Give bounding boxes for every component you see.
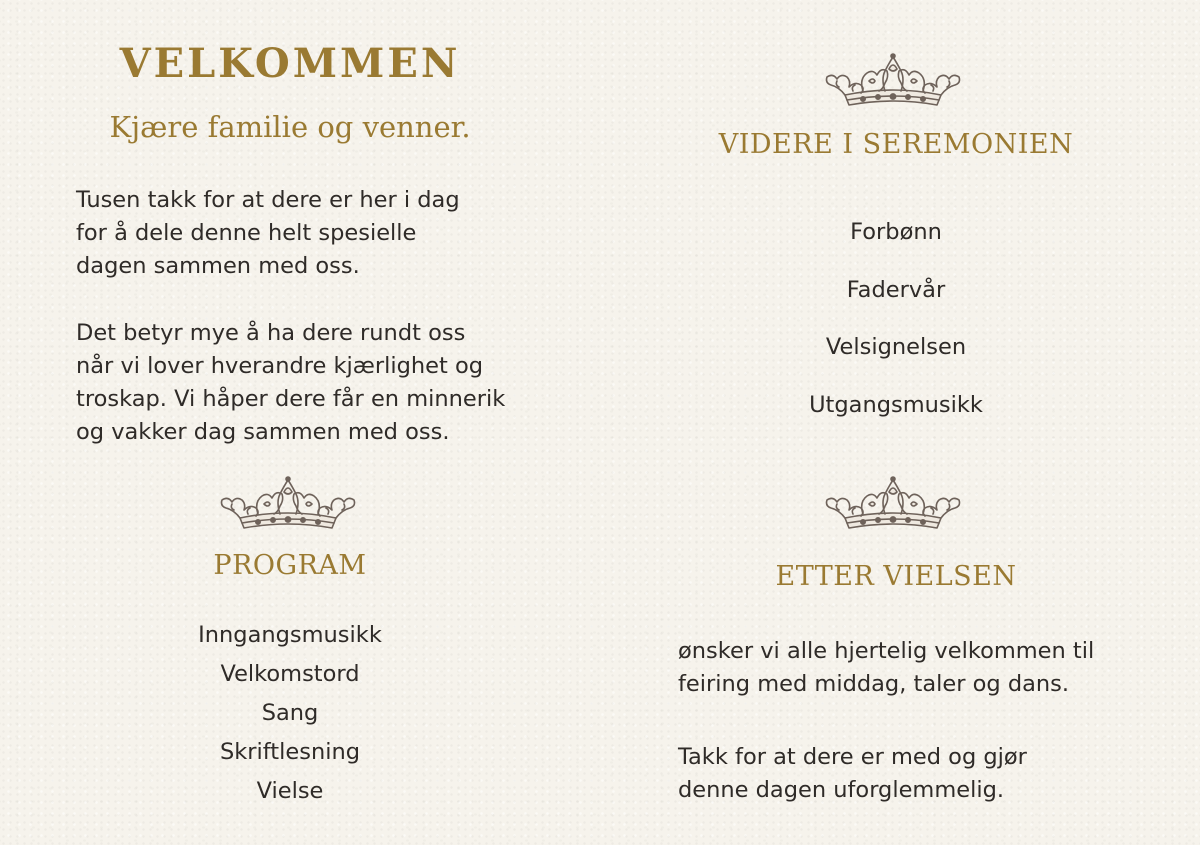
text-line: Det betyr mye å ha dere rundt oss xyxy=(76,320,466,346)
list-item: Utgangsmusikk xyxy=(809,391,983,418)
text-line: Takk for at dere er med og gjør xyxy=(678,744,1027,770)
after-paragraph-2 xyxy=(678,741,1027,807)
text-line: denne dagen uforglemmelig. xyxy=(678,777,1005,803)
crown-icon xyxy=(823,474,963,530)
list-item: Forbønn xyxy=(850,219,942,245)
program-heading: PROGRAM xyxy=(213,550,367,581)
welcome-subtitle: Kjære familie og venner. xyxy=(109,110,471,144)
program-list xyxy=(0,616,580,811)
list-item: Inngangsmusikk xyxy=(198,622,382,648)
text-line: for å dele denne helt spesielle xyxy=(76,220,417,246)
list-item: Skriftlesning xyxy=(219,739,361,765)
crown-icon xyxy=(823,51,963,107)
crown-icon xyxy=(218,474,358,530)
ceremony-heading: VIDERE I SEREMONIEN xyxy=(718,129,1074,160)
text-line: troskap. Vi håper dere får en minnerik xyxy=(76,386,506,412)
welcome-paragraph-2 xyxy=(76,317,505,449)
list-item: Velkomstord xyxy=(220,661,360,687)
text-line: dagen sammen med oss. xyxy=(76,253,360,279)
ceremony-list xyxy=(596,204,1196,434)
text-line: Tusen takk for at dere er her i dag xyxy=(76,187,460,213)
welcome-title: VELKOMMEN xyxy=(119,40,461,87)
list-item: Velsignelsen xyxy=(825,334,967,360)
welcome-paragraph-1 xyxy=(76,184,460,283)
text-line: ønsker vi alle hjertelig velkommen til xyxy=(678,638,1095,664)
after-heading: ETTER VIELSEN xyxy=(775,561,1017,592)
text-line: og vakker dag sammen med oss. xyxy=(76,419,450,445)
after-paragraph-1 xyxy=(678,635,1094,701)
list-item: Fadervår xyxy=(846,276,946,303)
list-item: Sang xyxy=(261,700,319,726)
text-line: når vi lover hverandre kjærlighet og xyxy=(76,353,484,379)
list-item: Vielse xyxy=(256,778,324,804)
text-line: feiring med middag, taler og dans. xyxy=(678,671,1070,697)
